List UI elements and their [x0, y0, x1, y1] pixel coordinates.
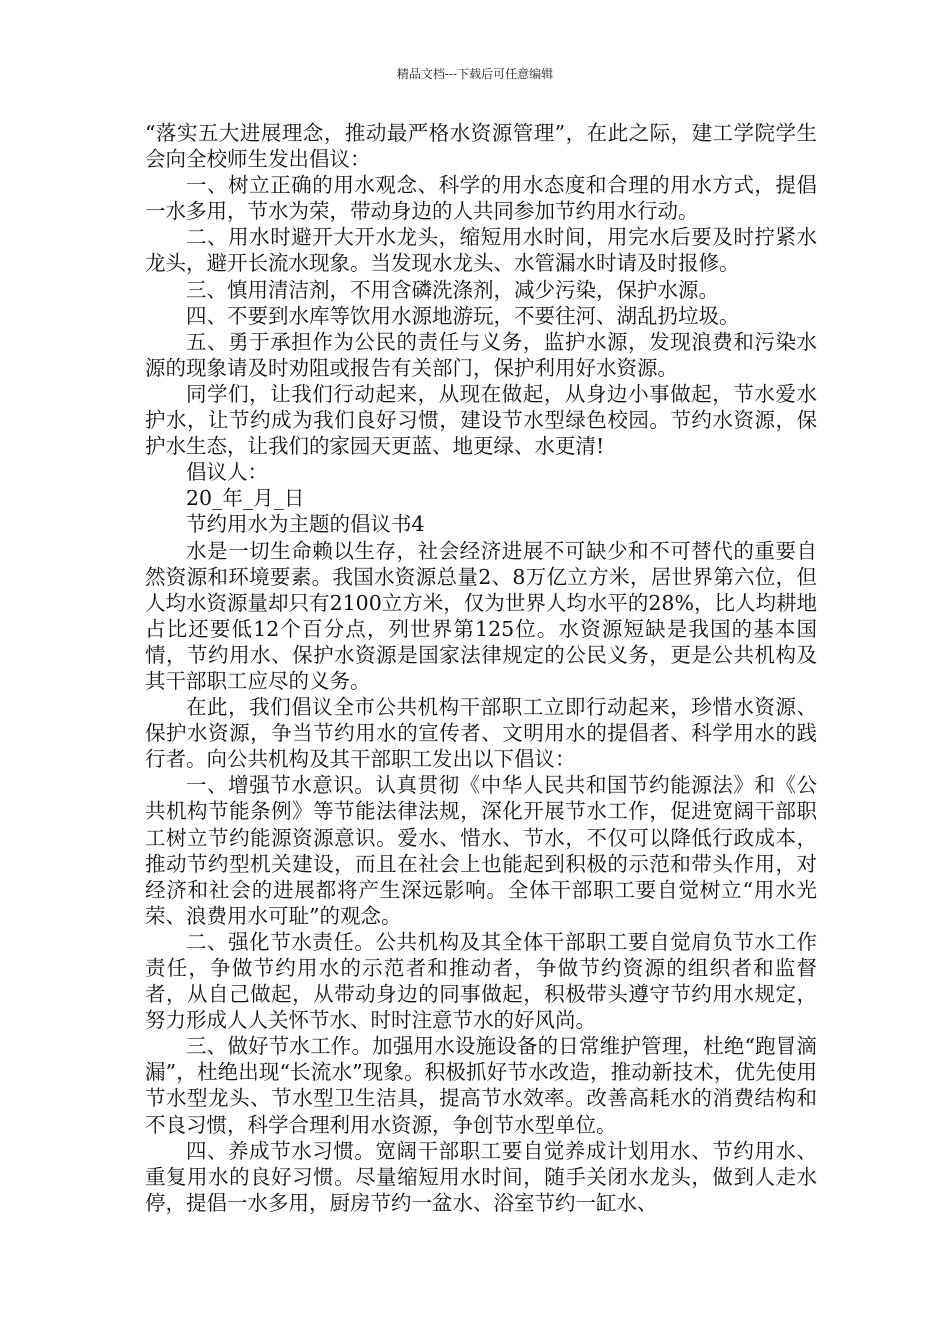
- paragraph-intro: “落实五大进展理念，推动最严格水资源管理”，在此之际，建工学院学生会向全校师生发出倡议：: [145, 121, 817, 172]
- signature-date: 20_年_月_日: [186, 486, 305, 511]
- paragraph-point-1: 一、增强节水意识。认真贯彻《中华人民共和国节约能源法》和《公共机构节能条例》等节能法律法规，深化开展节水工作，促进宽阔干部职工树立节约能源资源意识。爱水、惜水、节水，不仅可以降低行政成本，推动节约型机关建设，而且在社会上也能起到积极的示范和带头作用，对经济和社会的进展都将产生深远影响。全体干部职工要自觉树立“用水光荣、浪费用水可耻”的观念。: [145, 773, 817, 928]
- paragraph-item-2: 二、用水时避开大开水龙头，缩短用水时间，用完水后要及时拧紧水龙头，避开长流水现象。当发现水龙头、水管漏水时请及时报修。: [145, 225, 817, 276]
- paragraph-point-3: 三、做好节水工作。加强用水设施设备的日常维护管理，杜绝“跑冒滴漏”，杜绝出现“长流水”现象。积极抓好节水改造，推动新技术，优先使用节水型龙头、节水型卫生洁具，提高节水效率。改善高耗水的消费结构和不良习惯，科学合理利用水资源，争创节水型单位。: [145, 1034, 817, 1137]
- paragraph-background: 水是一切生命赖以生存，社会经济进展不可缺少和不可替代的重要自然资源和环境要素。我国水资源总量2、8万亿立方米，居世界第六位，但人均水资源量却只有2100立方米，仅为世界人均水平的28%，比人均耕地占比还要低12个百分点，列世界第125位。水资源短缺是我国的基本国情，节约用水、保护水资源是国家法律规定的公民义务，更是公共机构及其干部职工应尽的义务。: [145, 538, 817, 693]
- page-header: 精品文档---下载后可任意编辑: [396, 67, 554, 81]
- paragraph-point-4: 四、养成节水习惯。宽阔干部职工要自觉养成计划用水、节约用水、重复用水的良好习惯。尽量缩短用水时间，随手关闭水龙头，做到人走水停，提倡一水多用，厨房节约一盆水、浴室节约一缸水、: [145, 1138, 817, 1215]
- paragraph-call-to-action: 同学们，让我们行动起来，从现在做起，从身边小事做起，节水爱水护水，让节约成为我们良好习惯，建设节水型绿色校园。节约水资源，保护水生态，让我们的家园天更蓝、地更绿、水更清!: [145, 381, 817, 459]
- paragraph-point-2: 二、强化节水责任。公共机构及其全体干部职工要自觉肩负节水工作责任，争做节约用水的示范者和推动者，争做节约资源的组织者和监督者，从自己做起，从带动身边的同事做起，积极带头遵守节约用水规定，努力形成人人关怀节水、时时注意节水的好风尚。: [145, 929, 817, 1033]
- signature-label: 倡议人：: [186, 460, 268, 485]
- section-title: 节约用水为主题的倡议书4: [186, 512, 425, 537]
- paragraph-item-3: 三、慎用清洁剂，不用含磷洗涤剂，减少污染，保护水源。: [186, 277, 719, 302]
- paragraph-appeal: 在此，我们倡议全市公共机构干部职工立即行动起来，珍惜水资源、保护水资源，争当节约用水的宣传者、文明用水的提倡者、科学用水的践行者。向公共机构及其干部职工发出以下倡议：: [145, 695, 817, 772]
- paragraph-item-4: 四、不要到水库等饮用水源地游玩，不要往河、湖乱扔垃圾。: [186, 303, 740, 328]
- paragraph-item-1: 一、树立正确的用水观念、科学的用水态度和合理的用水方式，提倡一水多用，节水为荣，带动身边的人共同参加节约用水行动。: [145, 173, 817, 224]
- document-body: [145, 120, 817, 1216]
- paragraph-item-5: 五、勇于承担作为公民的责任与义务，监护水源，发现浪费和污染水源的现象请及时劝阻或报告有关部门，保护利用好水资源。: [145, 329, 817, 380]
